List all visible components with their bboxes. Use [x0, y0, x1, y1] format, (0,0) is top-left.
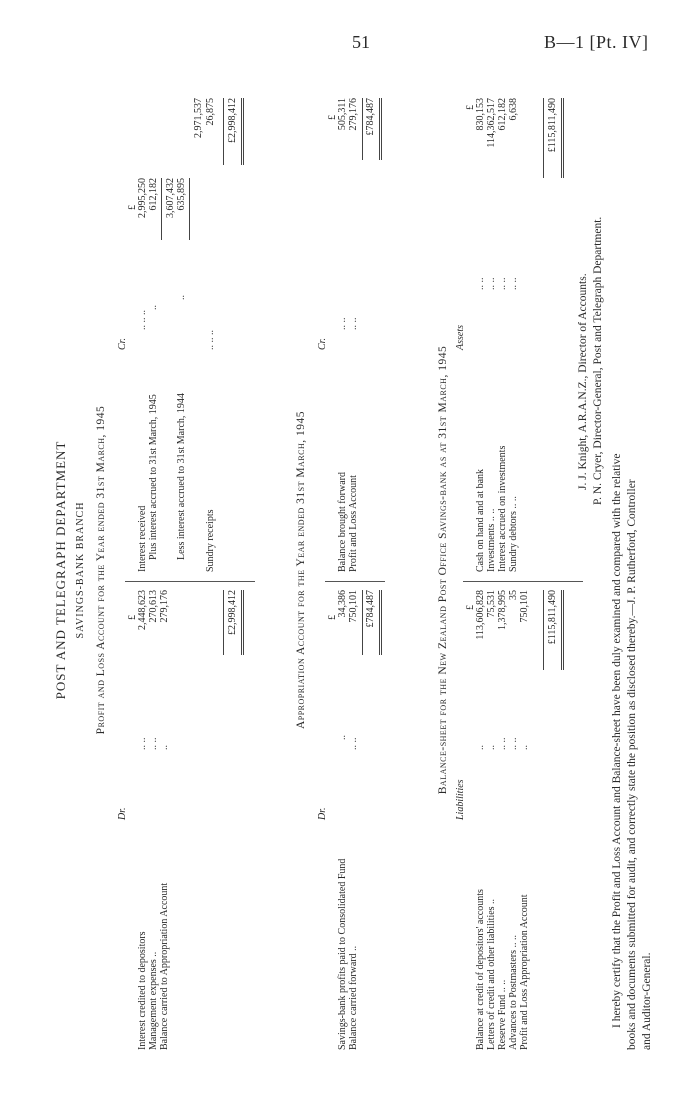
pl-cr-label: Cr.: [117, 338, 128, 350]
bs-asset-dots: .. ..: [475, 277, 486, 290]
pl-credit-rule: [223, 98, 224, 165]
audit-certificate-line: books and documents submitted for audit, and correctly state the position as disclosed thereby.—J. P. Rutherford, Controller: [626, 479, 638, 1050]
bs-asset-dots: .. ..: [486, 277, 497, 290]
pl-credit-value: 612,182: [148, 178, 159, 211]
pl-credit-dots: .. .. ..: [137, 310, 148, 330]
pl-debit-label: Management expenses ..: [148, 951, 159, 1050]
bs-asset-label: Interest accrued on investments: [497, 445, 508, 572]
bs-liability-dots: ..: [519, 745, 530, 750]
bs-asset-total: £115,811,490: [547, 98, 558, 153]
signature-director-general: P. N. Cryer, Director-General, Post and Telegraph Department.: [592, 216, 604, 505]
app-dr-label: Dr.: [317, 807, 328, 820]
bs-liability-label: Profit and Loss Appropriation Account: [519, 894, 530, 1050]
page-number: 51: [352, 32, 370, 52]
bs-liability-dots: .. ..: [508, 737, 519, 750]
bs-asset-label: Investments .. ..: [486, 508, 497, 572]
app-credit-dots: .. ..: [348, 317, 359, 330]
pl-debit-pound: £: [127, 615, 138, 620]
bs-liability-value: 113,606,828: [475, 590, 486, 640]
bs-asset-double-rule: [561, 98, 562, 178]
app-debit-rule: [362, 590, 363, 655]
pl-credit-label: Plus interest accrued to 31st March, 1945: [148, 394, 159, 560]
bs-asset-value: 612,182: [497, 98, 508, 131]
pl-debit-label: Balance carried to Appropriation Account: [159, 882, 170, 1050]
app-debit-dots: ..: [337, 735, 348, 740]
audit-certificate-line: and Auditor-General.: [641, 952, 653, 1050]
app-credit-value: 279,176: [348, 98, 359, 131]
bs-divider: [463, 581, 583, 582]
app-debit-double-rule: [379, 590, 380, 655]
bs-liability-label: Letters of credit and other liabilities ..: [486, 898, 497, 1050]
bs-liab-pound: £: [465, 605, 476, 610]
bs-asset-dots: .. ..: [497, 277, 508, 290]
bs-liability-dots: ..: [486, 745, 497, 750]
bs-asset-double-rule: [563, 98, 564, 178]
pl-debit-value: 2,448,623: [137, 590, 148, 630]
pl-dr-label: Dr.: [117, 807, 128, 820]
pl-heading: Profit and Loss Account for the Year ended 31st March, 1945: [95, 405, 107, 735]
bs-liability-dots: .. ..: [497, 737, 508, 750]
bs-liability-label: Reserve Fund .. ..: [497, 979, 508, 1050]
pl-credit-dots: .. .. ..: [205, 330, 216, 350]
app-debit-value: 750,101: [348, 590, 359, 623]
pl-credit-label: Sundry receipts: [205, 509, 216, 572]
bs-liab-total: £115,811,490: [547, 590, 558, 645]
pl-credit-dots: ..: [148, 305, 159, 310]
bs-asset-dots: .. ..: [508, 277, 519, 290]
pl-credit-double-rule: [243, 98, 244, 165]
pl-credit-pound: £: [127, 205, 138, 210]
pl-debit-value: 279,176: [159, 590, 170, 623]
app-debit-double-rule: [381, 590, 382, 655]
bs-asset-pound: £: [465, 105, 476, 110]
pl-credit-net: 2,971,537: [193, 98, 204, 138]
pl-debit-label: Interest credited to depositors: [137, 931, 148, 1050]
bs-asset-value: 830,153: [475, 98, 486, 131]
pl-credit-value: 3,607,432: [165, 178, 176, 218]
bs-asset-value: 6,638: [508, 98, 519, 121]
pl-debit-double-rule: [241, 590, 242, 655]
pl-debit-total: £2,998,412: [227, 590, 238, 635]
bs-liability-value: 750,101: [519, 590, 530, 623]
bs-liab-double-rule: [561, 590, 562, 670]
department-title: POST AND TELEGRAPH DEPARTMENT: [53, 440, 68, 700]
pl-credit-value: 635,895: [176, 178, 187, 211]
app-cr-label: Cr.: [317, 338, 328, 350]
branch-subtitle: SAVINGS-BANK BRANCH: [75, 501, 86, 639]
pl-debit-dots: ..: [159, 745, 170, 750]
pl-credit-dots: ..: [176, 295, 187, 300]
bs-liability-value: 75,531: [486, 590, 497, 618]
document-reference: B—1 [Pt. IV]: [544, 32, 649, 52]
app-credit-double-rule: [381, 98, 382, 160]
pl-credit-total: £2,998,412: [227, 98, 238, 143]
audit-certificate-line: I hereby certify that the Profit and Loss Account and Balance-sheet have been duly examined and compared with the relative: [611, 453, 623, 1028]
app-divider: [325, 581, 385, 582]
pl-debit-dots: .. ..: [137, 737, 148, 750]
rotated-report: [45, 90, 655, 1050]
bs-liability-value: 35: [508, 590, 519, 600]
app-credit-double-rule: [379, 98, 380, 160]
pl-debit-double-rule: [243, 590, 244, 655]
pl-debit-dots: .. ..: [148, 737, 159, 750]
bs-asset-value: 114,362,517: [486, 98, 497, 148]
app-debit-value: 34,386: [337, 590, 348, 618]
pl-credit-value: 2,995,250: [137, 178, 148, 218]
bs-asset-label: Sundry debtors .. ..: [508, 496, 519, 572]
pl-debit-value: 270,613: [148, 590, 159, 623]
pl-credit-net-rule: [189, 178, 190, 240]
signature-director-accounts: J. J. Knight, A.R.A.N.Z., Director of Accounts.: [577, 273, 589, 490]
app-credit-label: Balance brought forward: [337, 472, 348, 572]
bs-assets-label: Assets: [455, 325, 466, 350]
bs-asset-label: Cash on hand and at bank: [475, 468, 486, 572]
bs-liability-dots: ..: [475, 745, 486, 750]
app-debit-label: Savings-bank profits paid to Consolidated Fund: [337, 858, 348, 1050]
bs-liability-label: Balance at credit of depositors' accounts: [475, 889, 486, 1050]
pl-credit-double-rule: [241, 98, 242, 165]
bs-heading: Balance-sheet for the New Zealand Post Office Savings-bank as at 31st March, 1945: [437, 345, 449, 795]
bs-liability-label: Advances to Postmasters .. ..: [508, 935, 519, 1050]
bs-liability-value: 1,378,995: [497, 590, 508, 630]
app-debit-dots: .. ..: [348, 737, 359, 750]
app-debit-pound: £: [327, 615, 338, 620]
bs-asset-rule: [543, 98, 544, 178]
bs-liab-double-rule: [563, 590, 564, 670]
pl-credit-sundry: 26,875: [205, 98, 216, 126]
pl-debit-rule: [223, 590, 224, 655]
pl-credit-label: Interest received: [137, 505, 148, 572]
pl-divider: [125, 581, 255, 582]
pl-credit-subtotal-rule: [161, 178, 162, 240]
app-heading: Appropriation Account for the Year ended 31st March, 1945: [295, 410, 307, 730]
app-credit-value: 505,311: [337, 98, 348, 131]
bs-liabilities-label: Liabilities: [455, 779, 466, 820]
app-credit-dots: .. ..: [337, 317, 348, 330]
bs-liab-rule: [543, 590, 544, 670]
app-credit-pound: £: [327, 115, 338, 120]
app-credit-total: £784,487: [365, 98, 376, 136]
app-credit-label: Profit and Loss Account: [348, 475, 359, 572]
app-debit-total: £784,487: [365, 590, 376, 628]
app-credit-rule: [362, 98, 363, 160]
app-debit-label: Balance carried forward ..: [348, 945, 359, 1050]
pl-credit-label: Less interest accrued to 31st March, 1944: [176, 393, 187, 560]
